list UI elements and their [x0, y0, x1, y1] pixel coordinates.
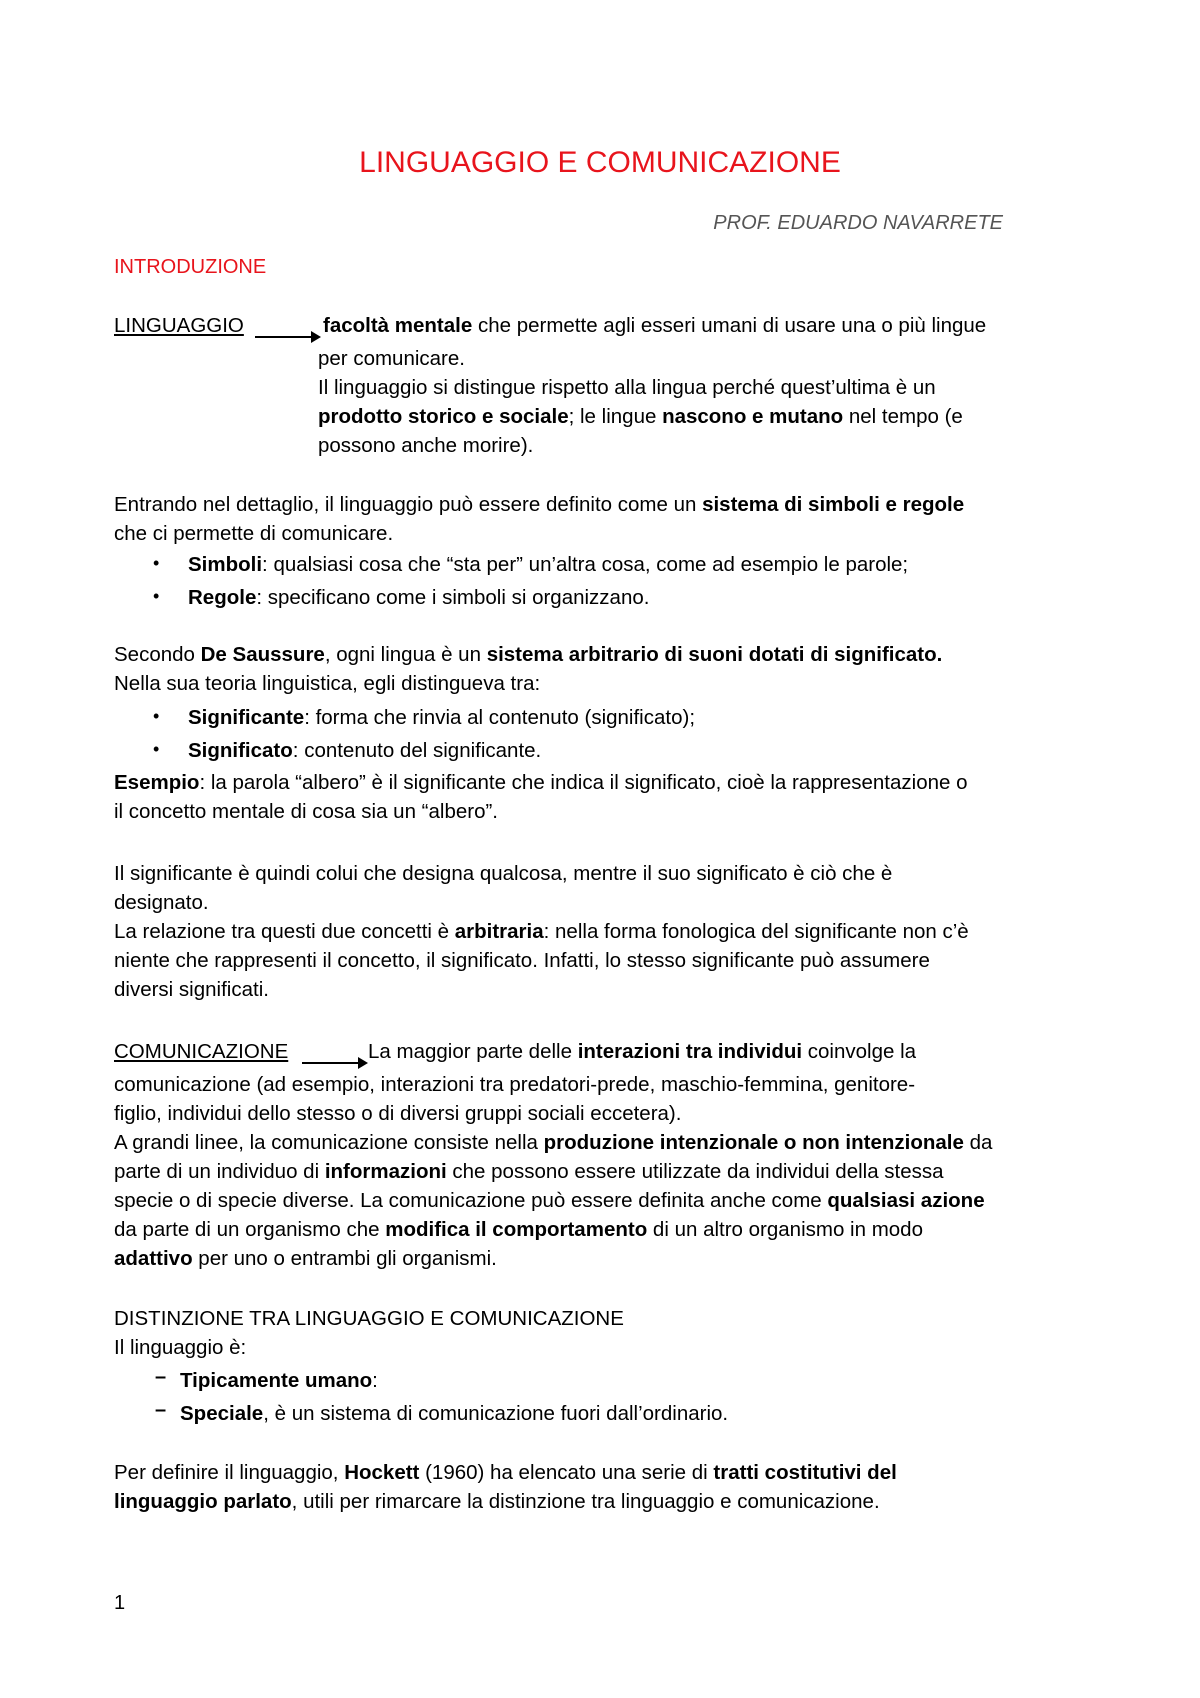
arrow-icon — [302, 1053, 368, 1071]
dash-icon: – — [155, 1366, 167, 1388]
author-name: PROF. EDUARDO NAVARRETE — [713, 212, 1003, 234]
paragraph-significante-2: designato. — [114, 891, 209, 914]
bullet-icon: • — [153, 739, 160, 759]
paragraph-details-1: Entrando nel dettaglio, il linguaggio può essere definito come un sistema di simboli e regole — [114, 493, 965, 516]
bullet-significante: Significante: forma che rinvia al contenuto (significato); — [188, 706, 696, 729]
bullet-icon: • — [153, 553, 160, 573]
distinction-intro: Il linguaggio è: — [114, 1336, 247, 1359]
term-linguaggio: LINGUAGGIO — [114, 314, 244, 337]
definition-line-3: Il linguaggio si distingue rispetto alla lingua perché quest’ultima è un — [318, 376, 936, 399]
hockett-line-2: linguaggio parlato, utili per rimarcare la distinzione tra linguaggio e comunicazione. — [114, 1490, 880, 1513]
paragraph-details-2: che ci permette di comunicare. — [114, 522, 394, 545]
comm-line-3: figlio, individui dello stesso o di diversi gruppi sociali eccetera). — [114, 1102, 682, 1125]
bullet-simboli: Simboli: qualsiasi cosa che “sta per” un’altra cosa, come ad esempio le parole; — [188, 553, 909, 576]
dash-item-umano: Tipicamente umano: — [180, 1369, 378, 1392]
paragraph-significante-5: diversi significati. — [114, 978, 269, 1001]
paragraph-saussure-2: Nella sua teoria linguistica, egli distingueva tra: — [114, 672, 541, 695]
comm-line-1: La maggior parte delle interazioni tra individui coinvolge la — [368, 1040, 917, 1063]
definition-line-1: facoltà mentale che permette agli esseri umani di usare una o più lingue — [323, 314, 987, 337]
document-title: LINGUAGGIO E COMUNICAZIONE — [359, 146, 841, 179]
section-heading-distinction: DISTINZIONE TRA LINGUAGGIO E COMUNICAZIONE — [114, 1307, 624, 1330]
paragraph-significante-3: La relazione tra questi due concetti è arbitraria: nella forma fonologica del significante non c’è — [114, 920, 969, 943]
definition-line-2: per comunicare. — [318, 347, 465, 370]
bullet-regole: Regole: specificano come i simboli si organizzano. — [188, 586, 650, 609]
arrow-icon — [255, 327, 321, 345]
term-comunicazione: COMUNICAZIONE — [114, 1040, 289, 1063]
dash-item-speciale: Speciale, è un sistema di comunicazione fuori dall’ordinario. — [180, 1402, 729, 1425]
comm-line-7: da parte di un organismo che modifica il comportamento di un altro organismo in modo — [114, 1218, 923, 1241]
comm-line-6: specie o di specie diverse. La comunicazione può essere definita anche come qualsiasi azione — [114, 1189, 985, 1212]
comm-line-2: comunicazione (ad esempio, interazioni tra predatori-prede, maschio-femmina, genitore- — [114, 1073, 916, 1096]
definition-line-5: possono anche morire). — [318, 434, 534, 457]
hockett-line-1: Per definire il linguaggio, Hockett (1960) ha elencato una serie di tratti costitutivi del — [114, 1461, 897, 1484]
paragraph-saussure-1: Secondo De Saussure, ogni lingua è un sistema arbitrario di suoni dotati di significato. — [114, 643, 943, 666]
definition-line-4: prodotto storico e sociale; le lingue nascono e mutano nel tempo (e — [318, 405, 963, 428]
comm-line-4: A grandi linee, la comunicazione consiste nella produzione intenzionale o non intenzionale da — [114, 1131, 993, 1154]
example-line-1: Esempio: la parola “albero” è il significante che indica il significato, cioè la rappresentazione o — [114, 771, 968, 794]
paragraph-significante-1: Il significante è quindi colui che designa qualcosa, mentre il suo significato è ciò che è — [114, 862, 893, 885]
page-number: 1 — [114, 1592, 126, 1614]
dash-icon: – — [155, 1399, 167, 1421]
bullet-icon: • — [153, 706, 160, 726]
comm-line-8: adattivo per uno o entrambi gli organismi. — [114, 1247, 497, 1270]
paragraph-significante-4: niente che rappresenti il concetto, il significato. Infatti, lo stesso significante può assumere — [114, 949, 930, 972]
bullet-significato: Significato: contenuto del significante. — [188, 739, 542, 762]
example-line-2: il concetto mentale di cosa sia un “albero”. — [114, 800, 499, 823]
section-heading-intro: INTRODUZIONE — [114, 256, 267, 278]
comm-line-5: parte di un individuo di informazioni che possono essere utilizzate da individui della stessa — [114, 1160, 944, 1183]
bullet-icon: • — [153, 586, 160, 606]
